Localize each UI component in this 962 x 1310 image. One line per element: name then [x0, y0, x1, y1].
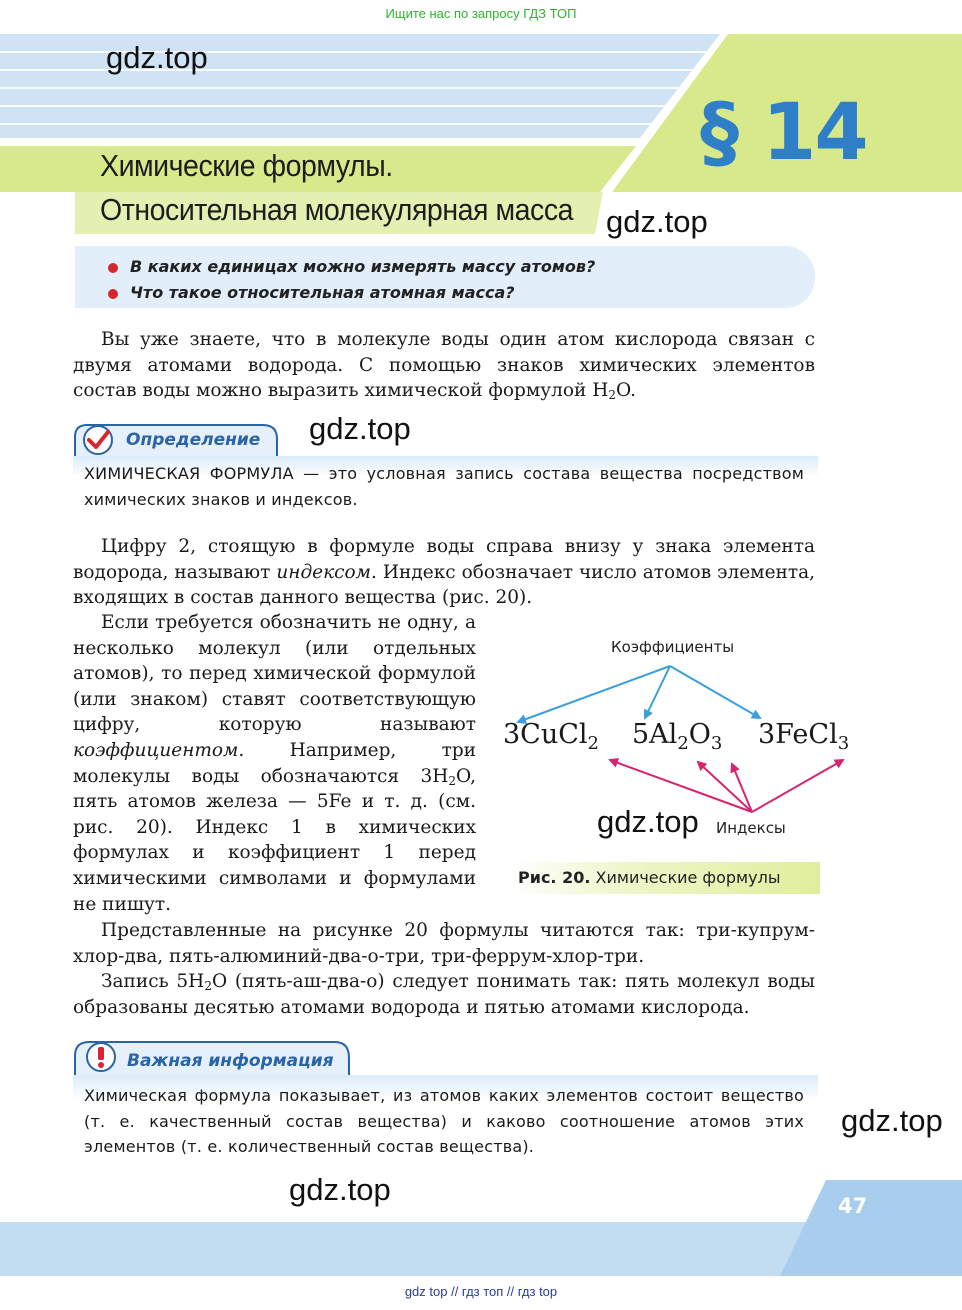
section-number: § 14: [700, 88, 867, 178]
chapter-title-line2: Относительная молекулярная масса: [100, 192, 574, 227]
definition-tab-label: Определение: [126, 430, 261, 450]
formula-al2o3: $5Al_2O_3$: [632, 719, 723, 754]
watermark: gdz.top: [289, 1172, 391, 1207]
watermark: gdz.top: [606, 204, 708, 239]
intro-paragraph: Вы уже знаете, что в молекуле воды один атом кислорода связан с двумя атомами водорода. С помощью знаков химических элементов состав воды можно выразить химической формулой $H_2O$.: [73, 329, 815, 402]
definition-text: ХИМИЧЕСКАЯ ФОРМУЛА — это условная запись состава вещества посредством химических знаков и индексов.: [84, 464, 804, 509]
reading-paragraph: Представленные на рисунке 20 формулы читаются так: три-купрум-хлор-два, пять-алюминий-два-о-три, три-феррум-хлор-три.: [73, 920, 815, 967]
coefficients-label: Коэффициенты: [611, 638, 735, 656]
watermark: gdz.top: [597, 804, 699, 839]
bullet-icon: [108, 289, 118, 299]
coefficient-paragraph: Если требуется обозначить не одну, а несколько молекул (или отдельных атомов), то перед химической формулой (или знаком) ставят соответствующую цифру, которую называют коэффициентом. Например, три молекулы воды обозначаются $3H_2O$, пять атомов железа — 5Fe и т. д. (см. рис. 20). Индекс 1 в химических формулах и коэффициент 1 перед химическими символами и формулами не пишут.: [73, 612, 476, 915]
chapter-title-line1: Химические формулы.: [100, 148, 393, 183]
bottom-note: gdz top // гдз топ // гдз top: [404, 1284, 558, 1299]
important-text: Химическая формула показывает, из атомов каких элементов состоит вещество (т. е. качественный состав вещества) и каково соотношение атомов этих элементов (т. е. количественный состав вещества).: [84, 1086, 804, 1156]
formula-cucl2: 3CuCl$_2$: [503, 719, 599, 754]
watermark: gdz.top: [841, 1103, 943, 1138]
question-1: В каких единицах можно измерять массу атомов?: [130, 257, 596, 276]
page-number: 47: [838, 1194, 868, 1218]
watermark: gdz.top: [309, 411, 411, 446]
formula-fecl3: 3FeCl$_3$: [758, 719, 850, 754]
watermark: gdz.top: [106, 40, 208, 75]
index-paragraph: Цифру 2, стоящую в формуле воды справа внизу у знака элемента водорода, называют индексом. Индекс обозначает число атомов элемента, входящих в состав данного вещества (рис. 20).: [73, 536, 815, 608]
page-number-tab: [780, 1180, 962, 1276]
bullet-icon: [108, 263, 118, 273]
question-2: Что такое относительная атомная масса?: [130, 283, 515, 302]
important-tab-label: Важная информация: [127, 1051, 334, 1071]
record-paragraph: Запись $5H_2O$ (пять-аш-два-о) следует понимать так: пять молекул воды образованы десятью атомами водорода и пятью атомами кислорода.: [73, 971, 816, 1018]
top-note: Ищите нас по запросу ГДЗ ТОП: [385, 6, 577, 21]
indices-label: Индексы: [716, 819, 786, 837]
figure-caption: Рис. 20. Химические формулы: [518, 868, 781, 887]
